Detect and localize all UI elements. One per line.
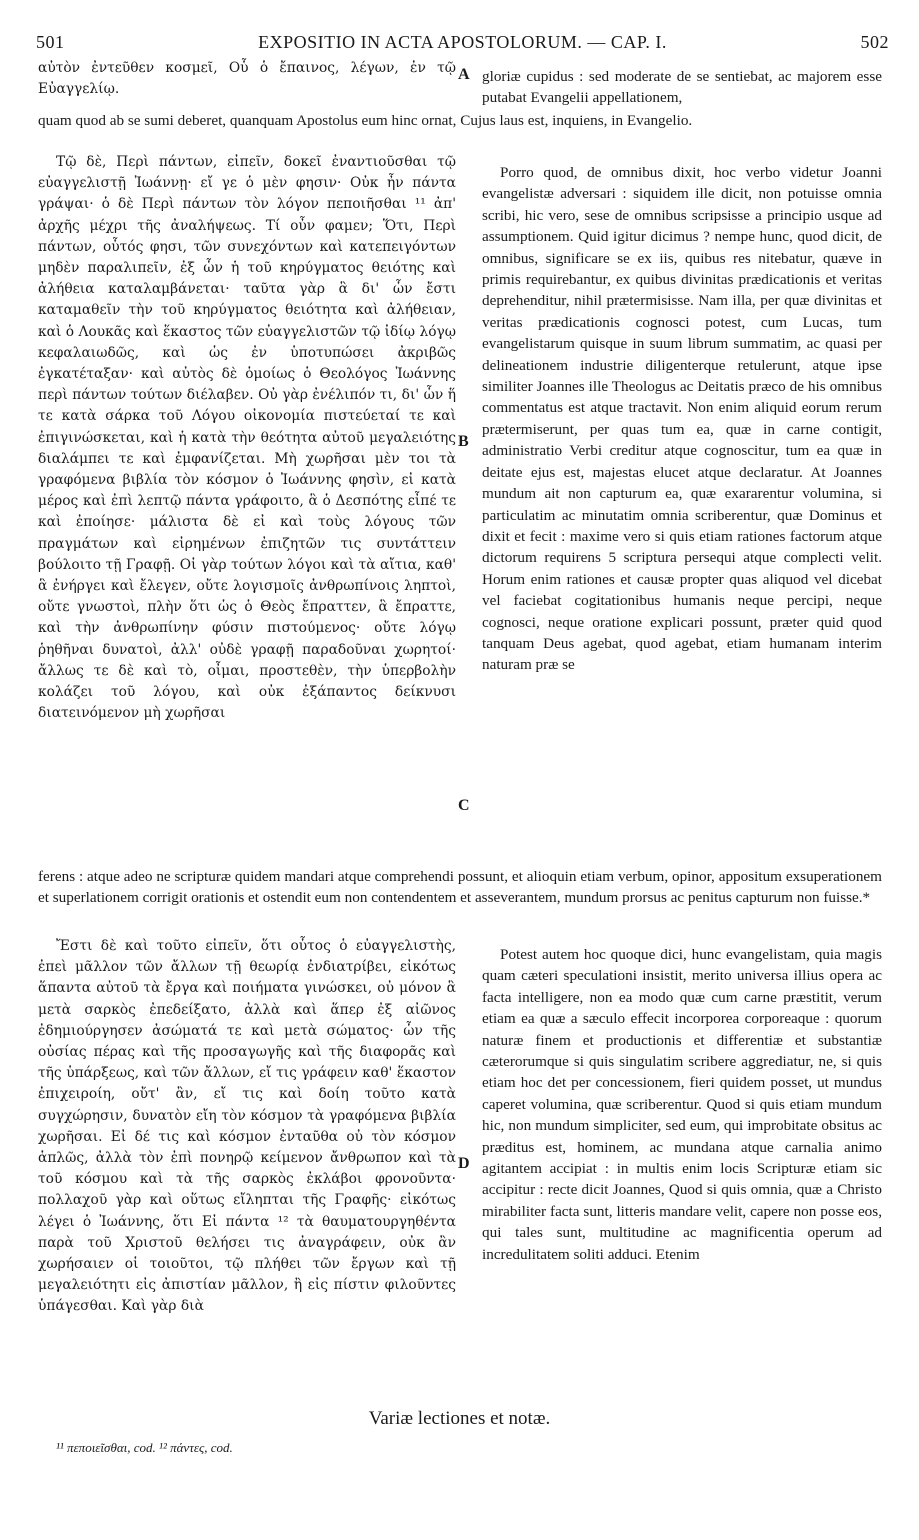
page-number-left: 501: [36, 32, 65, 52]
latin-paragraph-1-full: ferens : atque adeo ne scripturæ quidem mandari atque comprehendi possunt, et alioquin etiam verbum, opinor, appositum exsuperationem et superlationem corrigit orationis et ostendit eum non contendentem et asseverantem, mundum prorsus ac penitus capturum non fuisse.*: [38, 868, 882, 907]
footnotes: ¹¹ πεποιεῖσθαι, cod. ¹² πάντες, cod.: [56, 1440, 233, 1455]
latin-top-full: quam quod ab se sumi deberet, quanquam Apostolus eum hinc ornat, Cujus laus est, inquiens, in Evangelio.: [38, 112, 693, 129]
margin-marker-d: D: [458, 1155, 470, 1172]
margin-marker-b: B: [458, 433, 469, 450]
latin-paragraph-2: Potest autem hoc quoque dici, hunc evangelistam, quia magis quam cæteri speculationi insistit, merito universa illius opera ac facta intelligere, non ea modo quæ cum carne præstitit, verum etiam ea quæ a sæculo effecit incorporea corporeaque : quorum naturæ finem et productionis et differentiæ et substantiæ cæterorumque si quis singulatim scribere aggrediatur, ne, si quis etiam hoc det per concessionem, fieri quidem posset, ut mundus caperet volumina, quæ scriberentur. Quod si quis etiam mundum hic, non mundum simpliciter, sed eum, qui improbitate obsitus ac præditus est, hominem, ac mundana atque carnalia animo agitantem accipiat : in multis enim locis Scripturæ etiam sic accipitur : recte dicit Joannes, Quod si quis omnia, quæ a Christo mirabiliter facta sunt, litteris mandare velit, capere non posse eos, qui tales sunt, multitudine ac magnificentia operum ad incredulitatem soliti adduci. Etenim: [482, 946, 882, 1263]
greek-paragraph-2: Ἔστι δὲ καὶ τοῦτο εἰπεῖν, ὅτι οὗτος ὁ εὐαγγελιστὴς, ἐπεὶ μᾶλλον τῶν ἄλλων τῇ θεωρίᾳ ἐνδιατρίβει, εἰκότως ἅπαντα αὐτοῦ τὰ ἔργα καὶ ποιήματα γινώσκει, οὐ μόνον ἃ μετὰ σαρκὸς ἐπεδείξατο, ἀλλὰ καὶ ἅπερ ἐξ αἰῶνος ἐδημιούργησεν ἀσώματά τε καὶ μετὰ σώματος· ὧν τῆς οὐσίας πέρας καὶ τῆς προσαγωγῆς καὶ τῆς διαφορᾶς καὶ τῆς ὑπάρξεως, καὶ τῶν ἄλλων, εἴ τις γράφειν καθ' ἕκαστον ἐπιχειροίη, οὔτ' ἂν, εἴ τις καὶ δοίη τοῦτο κατὰ συγχώρησιν, δυνατὸν εἴη τὸν κόσμον τὰ γραφόμενα βιβλία χωρῆσαι. Εἰ δέ τις καὶ κόσμον ἐνταῦθα οὐ τὸν κόσμον ἁπλῶς, ἀλλὰ τὸν ἐπὶ πονηρῷ κείμενον ἄνθρωπον καὶ τὰ τοῦ κόσμου καὶ τὰ τῆς σαρκὸς ἐκλάβοι φρονοῦντα· πολλαχοῦ γὰρ καὶ οὕτως εἴληπται τῆς Γραφῆς· εἰκότως λέγει ὁ Ἰωάννης, ὅτι Εἰ πάντα ¹² τὰ θαυματουργηθέντα παρὰ τοῦ Χριστοῦ θελήσει τις ἀναγράφειν, οὐκ ἂν χωρήσαιεν οἱ τοιοῦτοι, τῷ πλήθει τῶν ἔργων καὶ τῇ μεγαλειότητι εἰς ἀπιστίαν μᾶλλον, ἢ εἰς πίστιν φιλοῦντες ὑπάγεσθαι. Καὶ γὰρ διὰ: [38, 938, 456, 1315]
greek-paragraph-1: Τῷ δὲ, Περὶ πάντων, εἰπεῖν, δοκεῖ ἐναντιοῦσθαι τῷ εὐαγγελιστῇ Ἰωάννῃ· εἴ γε ὁ μὲν φησιν· Οὐκ ἦν πάντα γράψαι· ὁ δὲ Περὶ πάντων τὸν λόγον πεποιῆσθαι ¹¹ ἀπ' ἀρχῆς μέχρι τῆς ἀναλήψεως. Τί οὖν φαμεν; Ὅτι, Περὶ πάντων, οὗτός φησι, τῶν συνεχόντων καὶ κατεπειγόντων μηδὲν παραλιπεῖν, ἐξ ὧν ἡ τοῦ κηρύγματος θειότης καὶ ἀλήθεια καταλαμβάνεται· ταῦτα γὰρ ἃ δι' ὧν ἔστι καταμαθεῖν τὴν τοῦ κηρύγματος θειότητα καὶ ἀλήθειαν, καὶ ὁ Λουκᾶς καὶ ἕκαστος τῶν εὐαγγελιστῶν τῷ ἰδίῳ λόγῳ κεφαλαιωδῶς, καὶ ὡς ἐν ὑποτυπώσει ἀκριβῶς ἐγκατέταξαν· καὶ αὐτὸς δὲ ὁμοίως ὁ Θεολόγος Ἰωάννης περὶ πάντων τούτων διέλαβεν. Οὐ γὰρ ἐνέλιπόν τι, δι' ὧν ἥ τε κατὰ σάρκα τοῦ Λόγου οἰκονομία πιστεύεταί τε καὶ ἐπιγινώσκεται, καὶ ἡ κατὰ τὴν θεότητα αὐτοῦ μεγαλειότης διαλάμπει τε καὶ ἐμφανίζεται. Μὴ χωρῆσαι μὲν τοι τὰ γραφόμενα βιβλία τὸν κόσμον ὁ Ἰωάννης φησὶν, εἰ κατὰ μέρος καὶ ἐπὶ λεπτῷ πάντα γράφοιτο, ἃ ὁ Δεσπότης εἶπέ τε καὶ ἐποίησε· μάλιστα δὲ εἰ καὶ τοὺς λόγους τῶν πραγμάτων καὶ εἰρημένων ἐπιζητῶν τις συντάττειν βούλοιτο τῇ Γραφῇ. Οἱ γὰρ τούτων λόγοι καὶ τὰ αἴτια, καθ' ἃ ἐνήργει καὶ ἔλεγεν, οὔτε λογισμοῖς ἀνθρωπίνοις ληπτοὶ, οὔτε γνωστοὶ, πλὴν ὅτι ὡς ὁ Θεὸς ἔπραττεν, ἃ ἔπραττε, καὶ τὴν ἀνθρωπίνην φύσιν πιστούμενος· οὔτε λόγῳ ῥηθῆναι δυνατοὶ, ἀλλ' οὐδὲ γραφῇ παραδοῦναι χωρητοί· ἄλλως τε δὲ καὶ τὸ, οἶμαι, προστεθὲν, τὴν ὑπερβολὴν κολάζει τοῦ λόγου, καὶ οὐκ ἐξάπαντος δείκνυσι διατεινόμενον μὴ χωρῆσαι: [38, 154, 456, 722]
margin-marker-c: C: [458, 797, 470, 814]
notes-heading: Variæ lectiones et notæ.: [368, 1408, 551, 1429]
running-header: [36, 32, 889, 58]
greek-top-fragment: αὐτὸν ἐντεῦθεν κοσμεῖ, Οὗ ὁ ἔπαινος, λέγων, ἐν τῷ Εὐαγγελίῳ.: [38, 60, 456, 98]
latin-paragraph-1: Porro quod, de omnibus dixit, hoc verbo videtur Joanni evangelistæ adversari : siquidem ille dicit, non potuisse omnia scribi, hic vero, sese de omnibus scripsisse a principio usque ad assumptionem. Quid igitur dicimus ? nempe hunc, quod dicit, de omnibus, significare se ex iis, quibus res nitebatur, quæve in primis requirebantur, ex quibus divinitas prædicationis et veritas deprehenditur, nihil prætermisisse. Nam illa, per quæ divinitas et veritas prædicationis cognosci potest, cum Lucas, tum evangelistarum quisque in suum librum summatim, ac quasi per delineationem industrie diligenterque retulerunt, atque ipse similiter Joannes ille Theologus ac Deitatis præco de his omnibus commentatus est atque tractavit. Non enim aliquid eorum rerum prætermiserunt, per quas tum ea, quæ in carne contigit, administratio Verbi creditur atque cognoscitur, tum ea quæ in deitate ejus est, majestas elucet atque declaratur. At Joannes mundum ait non capturum ea, quæ exararentur volumina, si particulatim ac minutatim omnia scriberentur, quæ Dominus et dixit et fecit : maxime vero si quis etiam rationes factorum atque dictorum requirens 5 scriptura persequi atque complecti velit. Horum enim rationes et causæ propter quas aliquod vel dicebat vel faciebat cogitationibus humanis neque percipi, neque cognosci, neque oratione explicari possunt, præter quid quod tanquam Deus agebat, quod agebat, etiam humanam interim naturam præ se: [482, 164, 882, 674]
running-title: EXPOSITIO IN ACTA APOSTOLORUM. — CAP. I.: [258, 32, 667, 52]
margin-marker-a: A: [458, 66, 470, 83]
latin-top-fragment: gloriæ cupidus : sed moderate de se sentiebat, ac majorem esse putabat Evangelii appellationem,: [482, 68, 882, 107]
page-number-right: 502: [860, 32, 889, 52]
